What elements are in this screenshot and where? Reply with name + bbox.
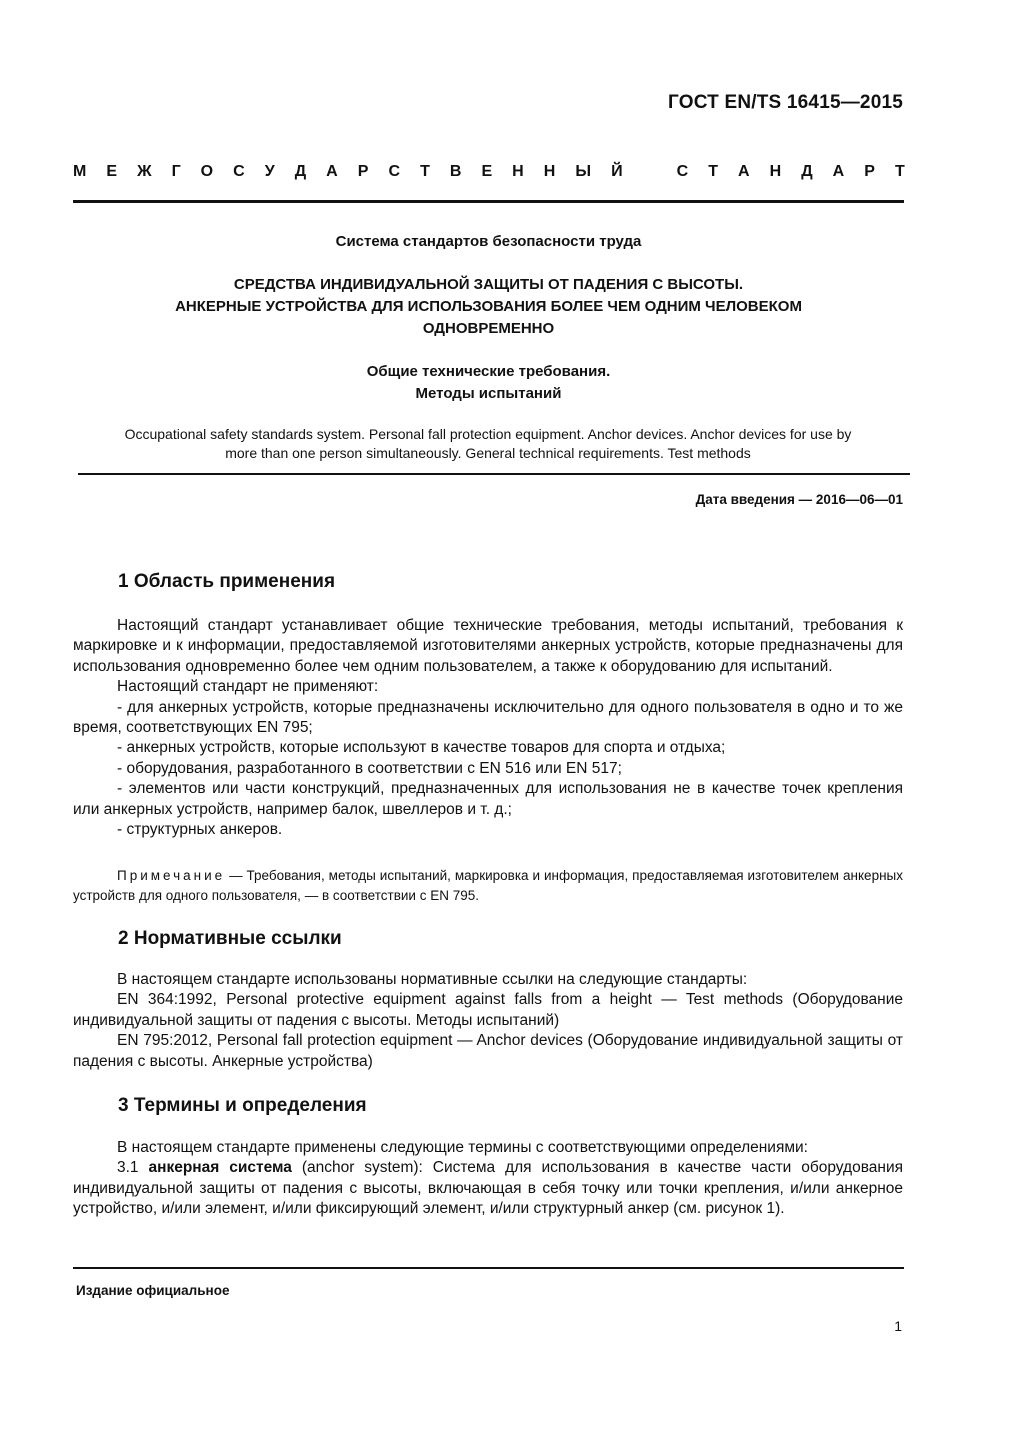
banner-letter: У — [264, 163, 275, 180]
list-item: - элементов или части конструкций, предназначенных для использования не в качестве точек крепления или анкерных устройств, например балок, швеллеров и т. д.; — [73, 780, 903, 818]
title-divider — [78, 473, 910, 475]
subtitle-line: Методы испытаний — [415, 385, 562, 402]
section-1-body — [73, 616, 903, 840]
section-2-body — [73, 970, 903, 1072]
document-subtitle — [73, 361, 904, 405]
title-line: ОДНОВРЕМЕННО — [422, 320, 555, 337]
banner-letter: Т — [420, 163, 430, 180]
introduction-date: Дата введения — 2016—06—01 — [695, 492, 903, 507]
banner-letter: О — [200, 163, 214, 180]
english-title-line: Occupational safety standards system. Personal fall protection equipment. Anchor devices. Anchor devices for use by — [124, 426, 852, 442]
section-1-heading: 1 Область применения — [118, 571, 336, 592]
section-1-note — [73, 866, 903, 906]
list-item: - структурных анкеров. — [117, 821, 283, 839]
footer-divider — [73, 1267, 904, 1269]
list-item: - анкерных устройств, которые используют в качестве товаров для спорта и отдыха; — [117, 739, 726, 757]
banner-letter: Т — [708, 163, 718, 180]
banner-letter: С — [388, 163, 401, 180]
banner-letter: А — [326, 163, 338, 180]
banner-letter: Ы — [575, 163, 592, 180]
document-title — [73, 274, 904, 340]
banner-letter: Д — [294, 163, 307, 180]
term-text: (anchor system): Система для использования в качестве части оборудования индивидуальной защиты от падения с высоты, включающая в себя точку или точки крепления, и/или анкерное устройство, и/или элемент, и/или фиксирующий элемент, и/или структурный анкер (см. рисунок 1). — [73, 1159, 903, 1218]
banner-letter: А — [832, 163, 845, 180]
banner-letter: Р — [864, 163, 875, 180]
banner-letter: С — [676, 163, 689, 180]
reference-item: EN 795:2012, Personal fall protection equipment — Anchor devices (Оборудование индивидуальной защиты от падения с высоты. Анкерные устройства) — [73, 1032, 903, 1070]
english-title-line: more than one person simultaneously. General technical requirements. Test methods — [225, 445, 751, 461]
official-edition-label: Издание официальное — [76, 1283, 230, 1298]
banner-letter: А — [738, 163, 750, 180]
list-item: - оборудования, разработанного в соответствии с EN 516 или EN 517; — [117, 759, 622, 777]
title-line: СРЕДСТВА ИНДИВИДУАЛЬНОЙ ЗАЩИТЫ ОТ ПАДЕНИЯ С ВЫСОТЫ. — [233, 276, 744, 293]
banner-letter: Е — [481, 163, 493, 180]
term-definition — [73, 1158, 903, 1219]
term: анкерная система — [148, 1159, 292, 1177]
header-divider — [73, 200, 904, 203]
paragraph: В настоящем стандарте применены следующие термины с соответствующими определениями: — [117, 1139, 808, 1156]
word-gap — [643, 163, 657, 181]
list-item: - для анкерных устройств, которые предназначены исключительно для одного пользователя в одно и то же время, соответствующих EN 795; — [73, 698, 903, 737]
banner-letter: Г — [171, 163, 181, 180]
banner-letter: Н — [769, 163, 782, 180]
banner-letter: Й — [611, 163, 623, 180]
banner-letter: Ж — [137, 163, 152, 180]
paragraph: Настоящий стандарт не применяют: — [117, 678, 379, 696]
section-3-heading: 3 Термины и определения — [118, 1095, 367, 1116]
note-label: Примечание — [117, 868, 226, 883]
section-3-body — [73, 1138, 903, 1220]
banner-letter: С — [233, 163, 245, 180]
page-number: 1 — [894, 1318, 902, 1334]
section-2-heading: 2 Нормативные ссылки — [118, 928, 342, 949]
banner-letter: М — [73, 163, 87, 180]
banner-letter: Д — [801, 163, 813, 180]
title-line: АНКЕРНЫЕ УСТРОЙСТВА ДЛЯ ИСПОЛЬЗОВАНИЯ БОЛЕЕ ЧЕМ ОДНИМ ЧЕЛОВЕКОМ — [175, 298, 802, 315]
standards-series: Система стандартов безопасности труда — [335, 233, 642, 250]
banner-letter: Е — [106, 163, 118, 180]
banner-letter: Н — [512, 163, 524, 180]
interstate-standard-banner — [73, 163, 905, 181]
term-number: 3.1 — [117, 1159, 149, 1177]
english-title — [78, 425, 898, 463]
reference-item: EN 364:1992, Personal protective equipment against falls from a height — Test methods (Оборудование индивидуальной защиты от падения с высоты. Методы испытаний) — [73, 991, 903, 1029]
paragraph: Настоящий стандарт устанавливает общие технические требования, методы испытаний, требования к маркировке и к информации, предоставляемой изготовителями анкерных устройств, которые предназначены для использования одновременно более чем одним пользователем, а также к оборудованию для испытаний. — [73, 617, 903, 675]
standard-number: ГОСТ EN/TS 16415—2015 — [668, 92, 903, 113]
banner-letter: Н — [543, 163, 556, 180]
banner-letter: Р — [357, 163, 369, 180]
banner-letter: В — [449, 163, 462, 180]
note-text: — Требования, методы испытаний, маркировка и информация, предоставляемая изготовителем анкерных устройств для одного пользователя, — в соответствии с EN 795. — [73, 868, 903, 903]
banner-letter: Т — [894, 163, 905, 180]
paragraph: В настоящем стандарте использованы нормативные ссылки на следующие стандарты: — [117, 971, 748, 988]
subtitle-line: Общие технические требования. — [366, 363, 611, 380]
